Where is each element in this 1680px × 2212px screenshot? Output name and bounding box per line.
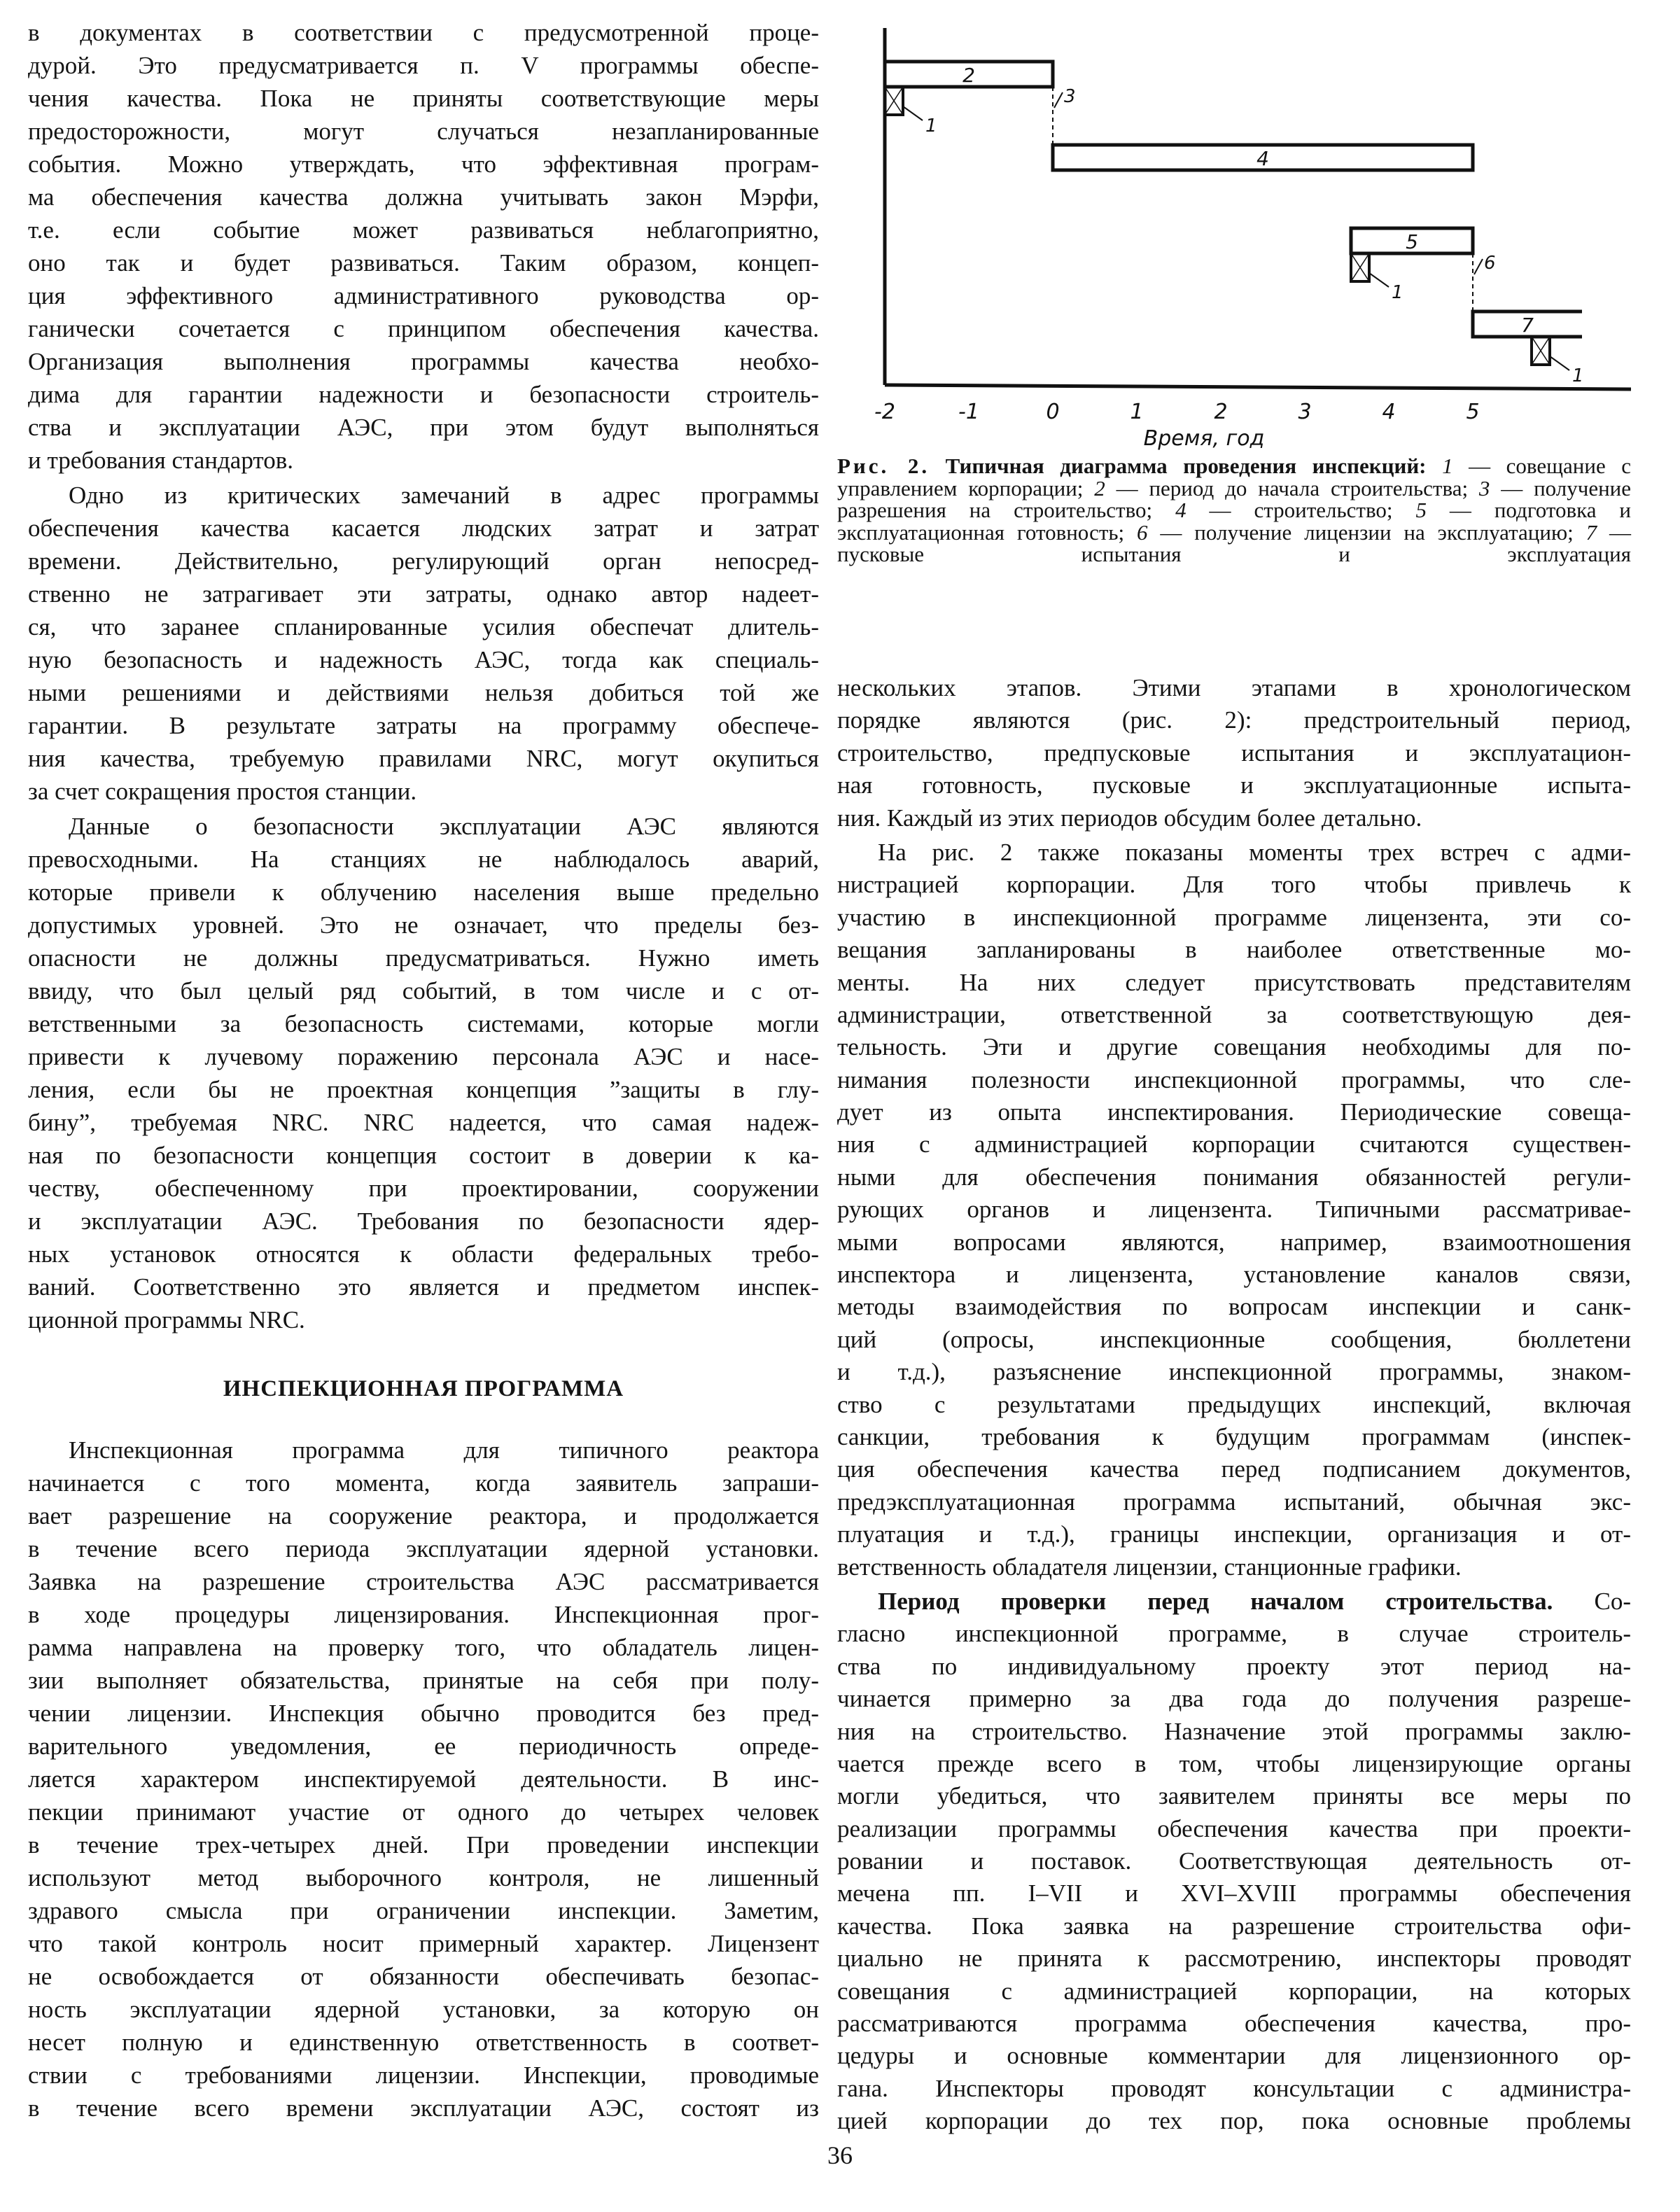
paragraph [837,836,1631,1583]
text-line: мечена пп. I–VII и XVI–XVIII программы обеспечения [837,1879,1631,1907]
text-line: качества. Пока заявка на разрешение строительства офи- [837,1912,1631,1940]
text-line: порядке являются (рис. 2): предстроительный период, [837,706,1631,734]
left-text-column [28,14,819,2124]
text-line: привести к лучевому поражению персонала АЭС и насе- [28,1043,819,1070]
text-line: На рис. 2 также показаны моменты трех встреч с адми- [878,838,1631,866]
meeting-leader-line [1550,356,1569,370]
text-line: предосторожности, могут случаться незапланированные [28,118,819,145]
text-line: что такой контроль носит примерный характер. Лицензент [28,1930,819,1957]
milestone-leader-line [1054,92,1063,108]
text-line: не освобождается от обязанности обеспечивать безопас- [28,1963,819,1990]
text-line: гласно инспекционной программе, в случае строитель- [837,1620,1631,1648]
phase-bar-label: 7 [1521,314,1534,337]
meeting-label: 1 [1572,365,1584,386]
paragraph [28,1434,819,2124]
text-line: ления, если бы не проектная концепция ”защиты в глу- [28,1076,819,1103]
text-line: циально не принята к рассмотрению, инспекторы проводят [837,1945,1631,1973]
text-line: гана. Инспекторы проводят консультации с администра- [837,2074,1631,2102]
x-tick-label: 4 [1382,400,1396,424]
text-line: ства по индивидуальному проекту этот период на- [837,1652,1631,1680]
caption-figure-number: Рис. 2. [837,454,930,478]
text-line: в течение трех-четырех дней. При проведении инспекции [28,1831,819,1858]
text-line: ций (опросы, инспекционные сообщения, бюллетени [837,1325,1631,1353]
text-line: ность эксплуатации ядерной установки, за которую он [28,1996,819,2023]
caption-item-number: 3 [1478,475,1490,500]
text-line: мыми вопросами являются, например, взаимоотношения [837,1228,1631,1256]
paragraph [28,16,819,477]
caption-item-text: строительство; [1254,498,1393,522]
text-line: цедуры и основные комментарии для лицензионного ор- [837,2042,1631,2070]
paragraph-lead-heading: Период проверки перед началом строительства. [878,1587,1553,1615]
text-line: и эксплуатации АЭС. Требования по безопасности ядер- [28,1208,819,1235]
text-line: которые привели к облучению населения выше предельно [28,878,819,906]
paragraph [28,810,819,1336]
text-line: ввиду, что был целый ряд событий, в том числе и с от- [28,977,819,1004]
x-tick-label: -1 [958,400,979,424]
text-line: за счет сокращения простоя станции. [28,778,417,805]
caption-title: Типичная диаграмма проведения инспекций: [945,454,1427,478]
text-line: здравого смысла при ограничении инспекции. Заметим, [28,1897,819,1924]
text-line: ветственность обладателя лицензии, станционные графики. [837,1553,1462,1581]
text-line: нескольких этапов. Этими этапами в хронологическом [837,674,1631,701]
meeting-label: 1 [925,115,937,136]
text-line: ния с администрацией корпорации считаются существен- [837,1130,1631,1158]
meeting-label: 1 [1392,282,1404,303]
inspection-timeline-diagram [840,21,1652,455]
caption-item-text: совещание с управлением корпорации; [837,454,1632,500]
x-axis-title: Время, год [1143,426,1265,451]
text-line: допустимых уровней. Это не означает, что пределы без- [28,911,819,939]
text-line: плуатация и т.д.), границы инспекции, организация и от- [837,1520,1631,1548]
text-line: начинается с того момента, когда заявитель запраши- [28,1469,819,1497]
x-tick-label: 1 [1130,400,1144,424]
text-line: т.е. если событие может развиваться неблагоприятно, [28,216,819,244]
text-line: чении лицензии. Инспекция обычно проводится без пред- [28,1700,819,1727]
paragraph [28,479,819,808]
text-line: дима для гарантии надежности и безопасности строитель- [28,381,819,408]
text-line: и требования стандартов. [28,447,293,474]
text-line: рующих органов и лицензента. Типичными рассматривае- [837,1196,1631,1224]
text-line: в ходе процедуры лицензирования. Инспекционная прог- [28,1601,819,1628]
caption-item-text: получение разрешения на строительство; [837,475,1632,522]
x-tick-label: 5 [1466,400,1480,424]
text-line [837,1586,1631,1618]
text-line: ционной программы NRC. [28,1306,305,1334]
text-line: превосходными. На станциях не наблюдалось аварий, [28,846,819,873]
figure-caption: Рис. 2. Типичная диаграмма проведения инспекций: 1 — совещание с управлением корпорации; 2 — период до начала строительства; 3 — получение разрешения на строительство; 4 — строительство; 5 — подготовка и эксплуатационная готовность; 6 — получение лицензии на эксплуатацию; 7 — пусковые испытания и эксплуатация [837,454,1632,566]
caption-item-text: получение лицензии на эксплуатацию; [1194,519,1574,545]
paragraph [837,672,1631,834]
text-line: ными решениями и действиями нельзя добиться той же [28,679,819,706]
text-line: менты. На них следует присутствовать представителям [837,968,1631,996]
caption-item-number: 6 [1137,519,1148,545]
text-line: совещания с администрацией корпорации, на которых [837,1977,1631,2005]
x-axis-line [885,385,1631,389]
text-line: цией корпорации до тех пор, пока основные проблемы [837,2107,1631,2135]
caption-item-number: 5 [1415,498,1427,522]
text-line: ния качества, требуемую правилами NRC, могут окупиться [28,745,819,772]
text-line: Данные о безопасности эксплуатации АЭС являются [69,813,819,840]
caption-item-number: 2 [1094,475,1105,500]
text-line: нимания полезности инспекционной программы, что сле- [837,1065,1631,1093]
x-tick-label: 2 [1214,400,1228,424]
text-line: и т.д.), разъяснение инспекционной программы, знаком- [837,1358,1631,1386]
text-line: используют метод выборочного контроля, не лишенный [28,1864,819,1891]
caption-item-number: 1 [1442,454,1453,478]
text-line: предэксплуатационная программа испытаний, обычная экс- [837,1488,1631,1516]
text-line: варительного уведомления, ее периодичность опреде- [28,1732,819,1760]
text-line: обеспечения качества касается людских затрат и затрат [28,514,819,542]
text-line: времени. Действительно, регулирующий орган непосред- [28,547,819,575]
text-line: инспектора и лицензента, установление каналов связи, [837,1261,1631,1289]
text-line: бину”, требуемая NRC. NRC надеется, что самая надеж- [28,1109,819,1136]
text-line: ция обеспечения качества перед подписанием документов, [837,1455,1631,1483]
x-tick-label: 0 [1046,400,1060,424]
text-line: чения качества. Пока не приняты соответствующие меры [28,85,819,112]
text-line: ма обеспечения качества должна учитывать закон Мэрфи, [28,183,819,211]
text-line: оно так и будет развиваться. Таким образом, концеп- [28,249,819,276]
text-line: ляется характером инспектируемой деятельности. В инс- [28,1765,819,1793]
milestone-label: 6 [1484,253,1496,274]
caption-item-number: 4 [1175,498,1186,522]
text-line: ствии с требованиями лицензии. Инспекции, проводимые [28,2062,819,2089]
text-line: в течение всего периода эксплуатации ядерной установки. [28,1535,819,1562]
text-line: Одно из критических замечаний в адрес программы [69,482,819,509]
section-heading: ИНСПЕКЦИОННАЯ ПРОГРАММА [223,1376,624,1401]
text-line: ся, что заранее спланированные усилия обеспечат длитель- [28,613,819,640]
text-line: несет полную и единственную ответственность в соответ- [28,2029,819,2056]
text-line: вещания запланированы в наиболее ответственные мо- [837,936,1631,964]
right-text-column [837,670,1631,2138]
text-line: реализации программы обеспечения качества при проекти- [837,1814,1631,1842]
text-line-content: Со- [1553,1587,1631,1615]
text-line: ваний. Соответственно это является и предметом инспек- [28,1273,819,1301]
page-number: 36 [827,2141,853,2169]
text-line: гарантии. В результате затраты на программу обеспече- [28,712,819,739]
text-line: Заявка на разрешение строительства АЭС рассматривается [28,1568,819,1595]
meeting-leader-line [903,106,923,120]
text-line: дует из опыта инспектирования. Периодические совеща- [837,1098,1631,1126]
text-line: ных установок относятся к области федеральных требо- [28,1240,819,1268]
caption-item-text: подготовка и эксплуатационная готовность; [837,498,1632,545]
phase-bar-label: 2 [962,64,975,87]
text-line: нистрацией корпорации. Для того чтобы привлечь к [837,871,1631,899]
text-line: Инспекционная программа для типичного реактора [69,1436,819,1464]
text-line: ными для обеспечения понимания обязанностей регули- [837,1163,1631,1191]
text-line: чинается примерно за два года до получения разреше- [837,1685,1631,1713]
text-line: методы взаимодействия по вопросам инспекции и санк- [837,1293,1631,1321]
text-line: могли убедиться, что заявителем приняты все меры по [837,1782,1631,1810]
text-line: ния. Каждый из этих периодов обсудим более детально. [837,804,1422,832]
x-tick-label: 3 [1298,400,1312,424]
paragraph [837,1586,1631,2138]
meeting-leader-line [1369,273,1389,287]
text-line: опасности не должны предусматриваться. Нужно иметь [28,944,819,972]
text-line: в документах в соответствии с предусмотренной проце- [28,19,819,46]
text-line: Организация выполнения программы качества необхо- [28,348,819,375]
text-line: ветственными за безопасность системами, которые могли [28,1010,819,1037]
text-line: ство с результатами предыдущих инспекций, включая [837,1390,1631,1418]
text-line: ния на строительство. Назначение этой программы заклю- [837,1717,1631,1745]
text-line: ровании и поставок. Соответствующая деятельность от- [837,1847,1631,1875]
text-line: дурой. Это предусматривается п. V программы обеспе- [28,52,819,79]
caption-item-number: 7 [1586,519,1597,545]
text-line: ственно не затрагивает эти затраты, однако автор надеет- [28,580,819,608]
milestone-leader-line [1474,259,1483,274]
text-line: ную безопасность и надежность АЭС, тогда как специаль- [28,646,819,673]
phase-bar-label: 4 [1256,147,1269,170]
text-line: рассматриваются программа обеспечения качества, про- [837,2010,1631,2038]
x-tick-label: -2 [874,400,895,424]
text-line: в течение всего времени эксплуатации АЭС, состоят из [28,2094,819,2122]
text-line: участию в инспекционной программе лицензента, эти со- [837,903,1631,931]
text-line: ная готовность, пусковые и эксплуатационные испыта- [837,771,1631,799]
text-line: чается прежде всего в том, чтобы лицензирующие органы [837,1749,1631,1777]
text-line: зии выполняет обязательства, принятые на себя при полу- [28,1667,819,1694]
text-line: ства и эксплуатации АЭС, при этом будут выполняться [28,414,819,441]
text-line: санкции, требования к будущим программам (инспек- [837,1422,1631,1450]
text-line: ная по безопасности концепция состоит в доверии к ка- [28,1142,819,1169]
text-line: администрации, ответственной за соответствующую дея- [837,1000,1631,1028]
caption-item-text: пусковые испытания и эксплуатация [837,542,1631,566]
text-line: ция эффективного административного руководства ор- [28,282,819,309]
text-line: ганически сочетается с принципом обеспечения качества. [28,315,819,342]
text-line: строительство, предпусковые испытания и эксплуатацион- [837,738,1631,766]
phase-bar-label: 5 [1406,230,1418,253]
text-line: события. Можно утверждать, что эффективная програм- [28,150,819,178]
text-line: пекции принимают участие от одного до четырех человек [28,1798,819,1826]
text-line: рамма направлена на проверку того, что обладатель лицен- [28,1634,819,1661]
text-line: честву, обеспеченному при проектировании, сооружении [28,1175,819,1202]
caption-item-text: период до начала строительства; [1149,475,1469,500]
text-line: вает разрешение на сооружение реактора, и продолжается [28,1502,819,1530]
text-line: тельность. Эти и другие совещания необходимы для по- [837,1033,1631,1061]
milestone-label: 3 [1064,86,1076,107]
